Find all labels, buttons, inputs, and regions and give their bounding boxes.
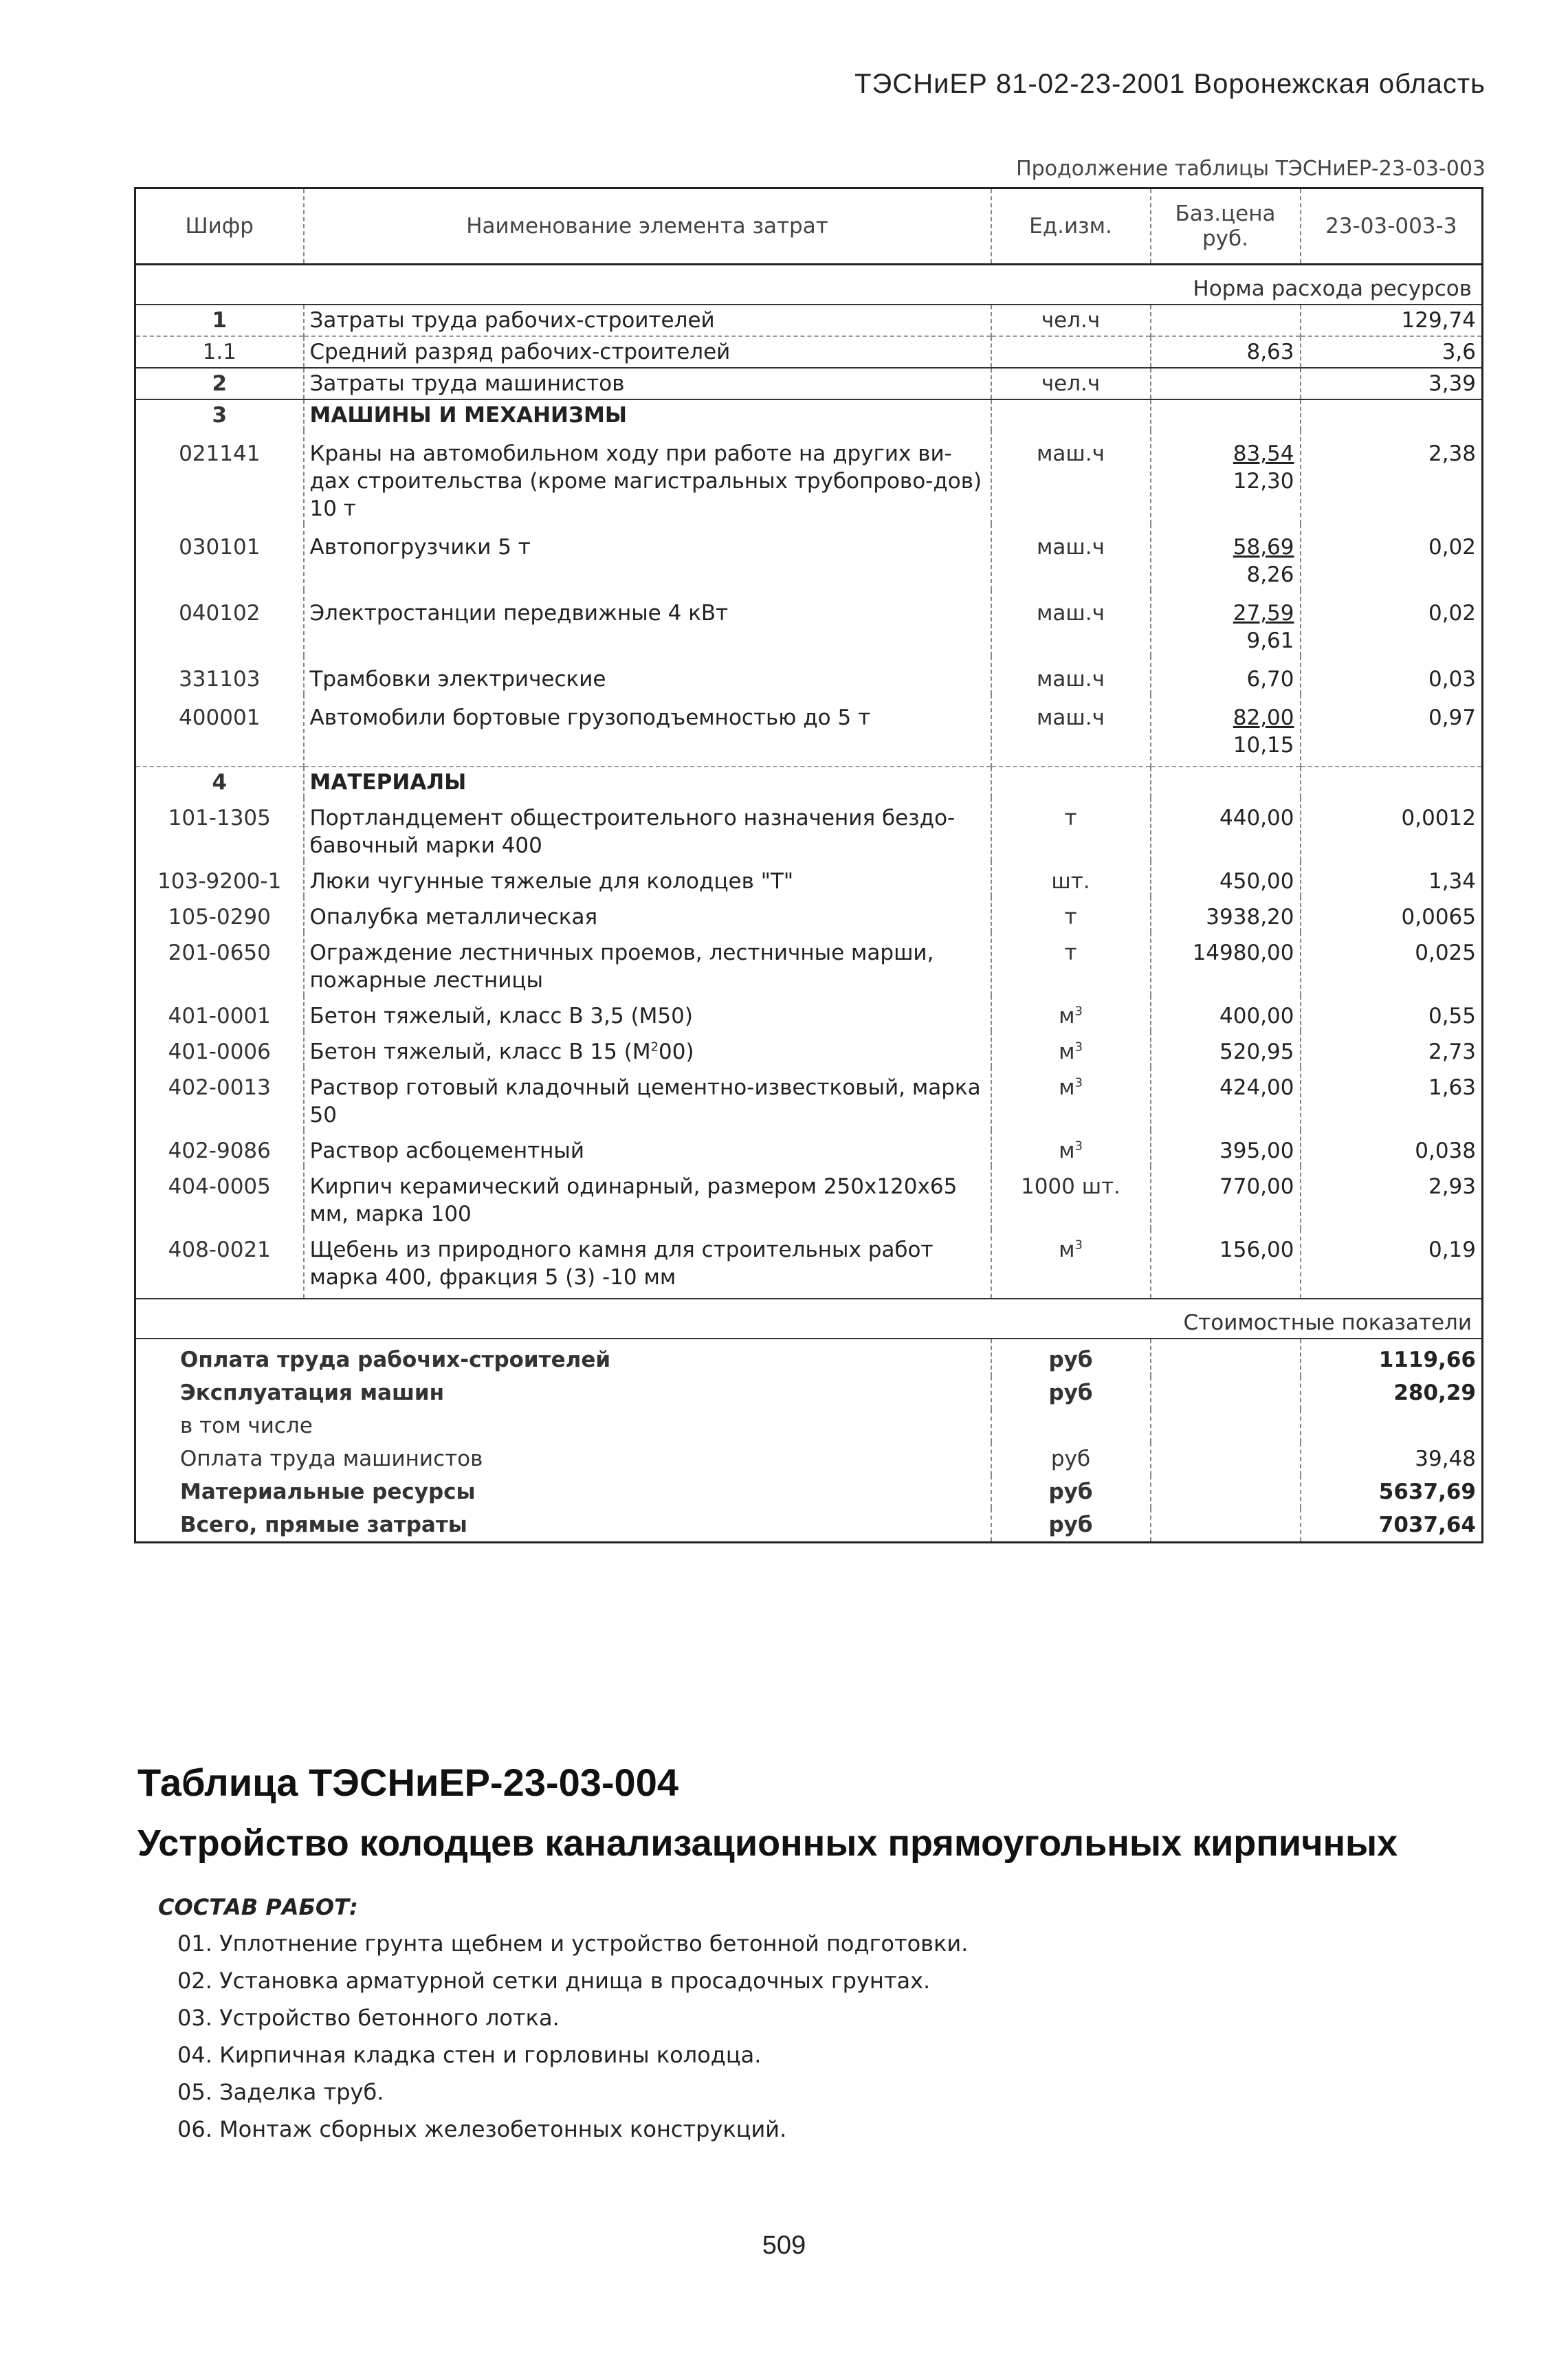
cost-value — [1301, 1409, 1483, 1442]
row-name: Люки чугунные тяжелые для колодцев "Т" — [304, 861, 991, 896]
cost-label: Оплата труда рабочих-строителей — [135, 1339, 991, 1376]
row-code: 040102 — [135, 590, 304, 656]
table-row — [135, 932, 1483, 996]
works-list — [177, 1925, 968, 2148]
row-unit: 1000 шт. — [991, 1166, 1151, 1229]
table-row — [135, 1067, 1483, 1130]
table-continuation-caption: Продолжение таблицы ТЭСНиЕР-23-03-003 — [1016, 157, 1486, 181]
cost-band-label: Стоимостные показатели — [135, 1299, 1483, 1339]
unit-superscript: 3 — [1074, 1004, 1083, 1019]
cost-value: 280,29 — [1301, 1376, 1483, 1409]
row-price-secondary: 10,15 — [1233, 733, 1294, 758]
row-name: Раствор асбоцементный — [304, 1130, 991, 1166]
col-header-price: Баз.цена руб. — [1151, 188, 1301, 265]
row-name: Бетон тяжелый, класс В 3,5 (М50) — [304, 996, 991, 1031]
row-code: 101-1305 — [135, 798, 304, 861]
row-code: 404-0005 — [135, 1166, 304, 1229]
table-row — [135, 694, 1483, 767]
row-unit: т — [991, 896, 1151, 932]
row-unit: $м^3$ — [991, 1229, 1151, 1299]
section-row-materials — [135, 767, 1483, 798]
row-price: 440,00 — [1151, 798, 1301, 861]
row-price: 6,70 — [1151, 656, 1301, 694]
table-row — [135, 1130, 1483, 1166]
row-price: 395,00 — [1151, 1130, 1301, 1166]
row-name: Опалубка металлическая — [304, 896, 991, 932]
row-price: 520,95 — [1151, 1031, 1301, 1067]
list-item: 03. Устройство бетонного лотка. — [177, 2005, 560, 2031]
row-unit: маш.ч — [991, 656, 1151, 694]
section-row-machines — [135, 399, 1483, 430]
cost-band-row — [135, 1299, 1483, 1339]
row-code: 1.1 — [135, 336, 304, 368]
row-price: 83,54 — [1233, 441, 1294, 466]
cost-label: Эксплуатация машин — [135, 1376, 991, 1409]
name-superscript: 2 — [650, 1040, 659, 1055]
cost-row — [135, 1442, 1483, 1475]
cost-unit: руб — [991, 1339, 1151, 1376]
cost-row — [135, 1339, 1483, 1376]
row-unit: маш.ч — [991, 524, 1151, 590]
row-unit: маш.ч — [991, 694, 1151, 767]
row-name: Бетон тяжелый, класс В 15 $(М^200)$ — [304, 1031, 991, 1067]
section-code: 4 — [135, 767, 304, 798]
row-norm: 2,38 — [1301, 430, 1483, 524]
row-price: 14980,00 — [1151, 932, 1301, 996]
row-price: 82,00 — [1233, 705, 1294, 730]
page-number: 509 — [762, 2231, 806, 2260]
row-name: Щебень из природного камня для строительных работ марка 400, фракция 5 (3) -10 мм — [304, 1229, 991, 1299]
row-code: 402-0013 — [135, 1067, 304, 1130]
row-code: 408-0021 — [135, 1229, 304, 1299]
row-unit: чел.ч — [991, 305, 1151, 336]
table-row — [135, 368, 1483, 399]
list-item: 05. Заделка труб. — [177, 2079, 384, 2105]
cost-unit: руб — [991, 1475, 1151, 1508]
table-row — [135, 1229, 1483, 1299]
cost-unit — [991, 1409, 1151, 1442]
row-name: Трамбовки электрические — [304, 656, 991, 694]
row-price-secondary: 12,30 — [1233, 469, 1294, 494]
table-row — [135, 336, 1483, 368]
cost-row-total — [135, 1508, 1483, 1543]
row-price: 8,63 — [1151, 336, 1301, 368]
row-price-secondary: 8,26 — [1246, 562, 1294, 587]
row-name: Кирпич керамический одинарный, размером 250х120х65 мм, марка 100 — [304, 1166, 991, 1229]
cost-label: в том числе — [135, 1409, 991, 1442]
table-row — [135, 896, 1483, 932]
table-row — [135, 861, 1483, 896]
row-price — [1151, 368, 1301, 399]
next-table-title: Таблица ТЭСНиЕР-23-03-004 — [137, 1761, 678, 1804]
table-row — [135, 1031, 1483, 1067]
row-norm: 0,0012 — [1301, 798, 1483, 861]
table-row — [135, 590, 1483, 656]
row-code: 401-0001 — [135, 996, 304, 1031]
resource-norms-table — [134, 187, 1483, 1543]
row-unit: шт. — [991, 861, 1151, 896]
row-name: Средний разряд рабочих-строителей — [304, 336, 991, 368]
cost-label: Всего, прямые затраты — [135, 1508, 991, 1543]
row-name: Раствор готовый кладочный цементно-известковый, марка 50 — [304, 1067, 991, 1130]
table-header-row — [135, 188, 1483, 265]
cost-value: 7037,64 — [1301, 1508, 1483, 1543]
unit-superscript: 3 — [1074, 1075, 1083, 1090]
row-code: 331103 — [135, 656, 304, 694]
col-header-unit: Ед.изм. — [991, 188, 1151, 265]
row-norm: 2,73 — [1301, 1031, 1483, 1067]
row-price — [1151, 305, 1301, 336]
row-unit: т — [991, 798, 1151, 861]
row-norm: 1,63 — [1301, 1067, 1483, 1130]
section-code: 3 — [135, 399, 304, 430]
row-price: 450,00 — [1151, 861, 1301, 896]
row-norm: 0,038 — [1301, 1130, 1483, 1166]
cost-row — [135, 1409, 1483, 1442]
row-name: Затраты труда машинистов — [304, 368, 991, 399]
row-code: 402-9086 — [135, 1130, 304, 1166]
row-code: 401-0006 — [135, 1031, 304, 1067]
row-norm: 1,34 — [1301, 861, 1483, 896]
table-row — [135, 305, 1483, 336]
row-unit: $м^3$ — [991, 1067, 1151, 1130]
list-item: 04. Кирпичная кладка стен и горловины колодца. — [177, 2042, 762, 2068]
row-price: 424,00 — [1151, 1067, 1301, 1130]
table-row — [135, 996, 1483, 1031]
row-price: 770,00 — [1151, 1166, 1301, 1229]
row-name: Краны на автомобильном ходу при работе на других ви-дах строительства (кроме магистральных трубопрово-дов) 10 т — [304, 430, 991, 524]
row-norm: 0,97 — [1301, 694, 1483, 767]
row-unit: чел.ч — [991, 368, 1151, 399]
cost-value: 5637,69 — [1301, 1475, 1483, 1508]
row-code: 201-0650 — [135, 932, 304, 996]
row-name: Портландцемент общестроительного назначения бездо-бавочный марки 400 — [304, 798, 991, 861]
row-code: 030101 — [135, 524, 304, 590]
row-norm: 0,0065 — [1301, 896, 1483, 932]
row-name: Автопогрузчики 5 т — [304, 524, 991, 590]
cost-row — [135, 1376, 1483, 1409]
row-norm: 0,02 — [1301, 524, 1483, 590]
row-norm: 0,03 — [1301, 656, 1483, 694]
row-unit: т — [991, 932, 1151, 996]
unit-superscript: 3 — [1074, 1238, 1083, 1253]
cost-value: 39,48 — [1301, 1442, 1483, 1475]
col-header-norm: 23-03-003-3 — [1301, 188, 1483, 265]
row-norm: 0,02 — [1301, 590, 1483, 656]
row-price: 58,69 — [1233, 535, 1294, 560]
row-norm: 0,19 — [1301, 1229, 1483, 1299]
row-unit: $м^3$ — [991, 1130, 1151, 1166]
table-row — [135, 656, 1483, 694]
row-code: 400001 — [135, 694, 304, 767]
next-table-subtitle: Устройство колодцев канализационных прямоугольных кирпичных — [137, 1823, 1398, 1864]
row-unit: $м^3$ — [991, 996, 1151, 1031]
row-code: 021141 — [135, 430, 304, 524]
col-header-code: Шифр — [135, 188, 304, 265]
row-name: Электростанции передвижные 4 кВт — [304, 590, 991, 656]
row-price: 156,00 — [1151, 1229, 1301, 1299]
row-price-secondary: 9,61 — [1246, 628, 1294, 653]
cost-unit: руб — [991, 1508, 1151, 1543]
cost-label: Оплата труда машинистов — [135, 1442, 991, 1475]
col-header-name: Наименование элемента затрат — [304, 188, 991, 265]
table-row — [135, 524, 1483, 590]
table-row — [135, 1166, 1483, 1229]
list-item: 01. Уплотнение грунта щебнем и устройство бетонной подготовки. — [177, 1930, 969, 1957]
row-price: 3938,20 — [1151, 896, 1301, 932]
row-norm: 0,025 — [1301, 932, 1483, 996]
unit-superscript: 3 — [1074, 1040, 1083, 1055]
table-row — [135, 798, 1483, 861]
row-norm: 3,39 — [1301, 368, 1483, 399]
works-label: СОСТАВ РАБОТ: — [158, 1894, 358, 1920]
table-row — [135, 430, 1483, 524]
unit-superscript: 3 — [1074, 1138, 1083, 1154]
section-title: МАТЕРИАЛЫ — [304, 767, 991, 798]
cost-unit: руб — [991, 1376, 1151, 1409]
norm-band-row — [135, 265, 1483, 305]
row-code: 105-0290 — [135, 896, 304, 932]
row-unit: маш.ч — [991, 590, 1151, 656]
cost-unit: руб — [991, 1442, 1151, 1475]
row-price: 27,59 — [1233, 601, 1294, 626]
cost-label: Материальные ресурсы — [135, 1475, 991, 1508]
row-name: Затраты труда рабочих-строителей — [304, 305, 991, 336]
row-norm: 129,74 — [1301, 305, 1483, 336]
row-norm: 0,55 — [1301, 996, 1483, 1031]
row-name: Ограждение лестничных проемов, лестничные марши, пожарные лестницы — [304, 932, 991, 996]
cost-row — [135, 1475, 1483, 1508]
row-name: Автомобили бортовые грузоподъемностью до 5 т — [304, 694, 991, 767]
row-norm: 3,6 — [1301, 336, 1483, 368]
running-header: ТЭСНиЕР 81-02-23-2001 Воронежская область — [854, 69, 1486, 99]
list-item: 06. Монтаж сборных железобетонных конструкций. — [177, 2116, 787, 2142]
section-title: МАШИНЫ И МЕХАНИЗМЫ — [304, 399, 991, 430]
list-item: 02. Установка арматурной сетки днища в просадочных грунтах. — [177, 1968, 931, 1994]
row-unit: $м^3$ — [991, 1031, 1151, 1067]
row-code: 2 — [135, 368, 304, 399]
row-price: 400,00 — [1151, 996, 1301, 1031]
row-unit: маш.ч — [991, 430, 1151, 524]
norm-band-label: Норма расхода ресурсов — [135, 265, 1483, 305]
row-unit — [991, 336, 1151, 368]
row-code: 1 — [135, 305, 304, 336]
row-norm: 2,93 — [1301, 1166, 1483, 1229]
cost-value: 1119,66 — [1301, 1339, 1483, 1376]
row-code: 103-9200-1 — [135, 861, 304, 896]
